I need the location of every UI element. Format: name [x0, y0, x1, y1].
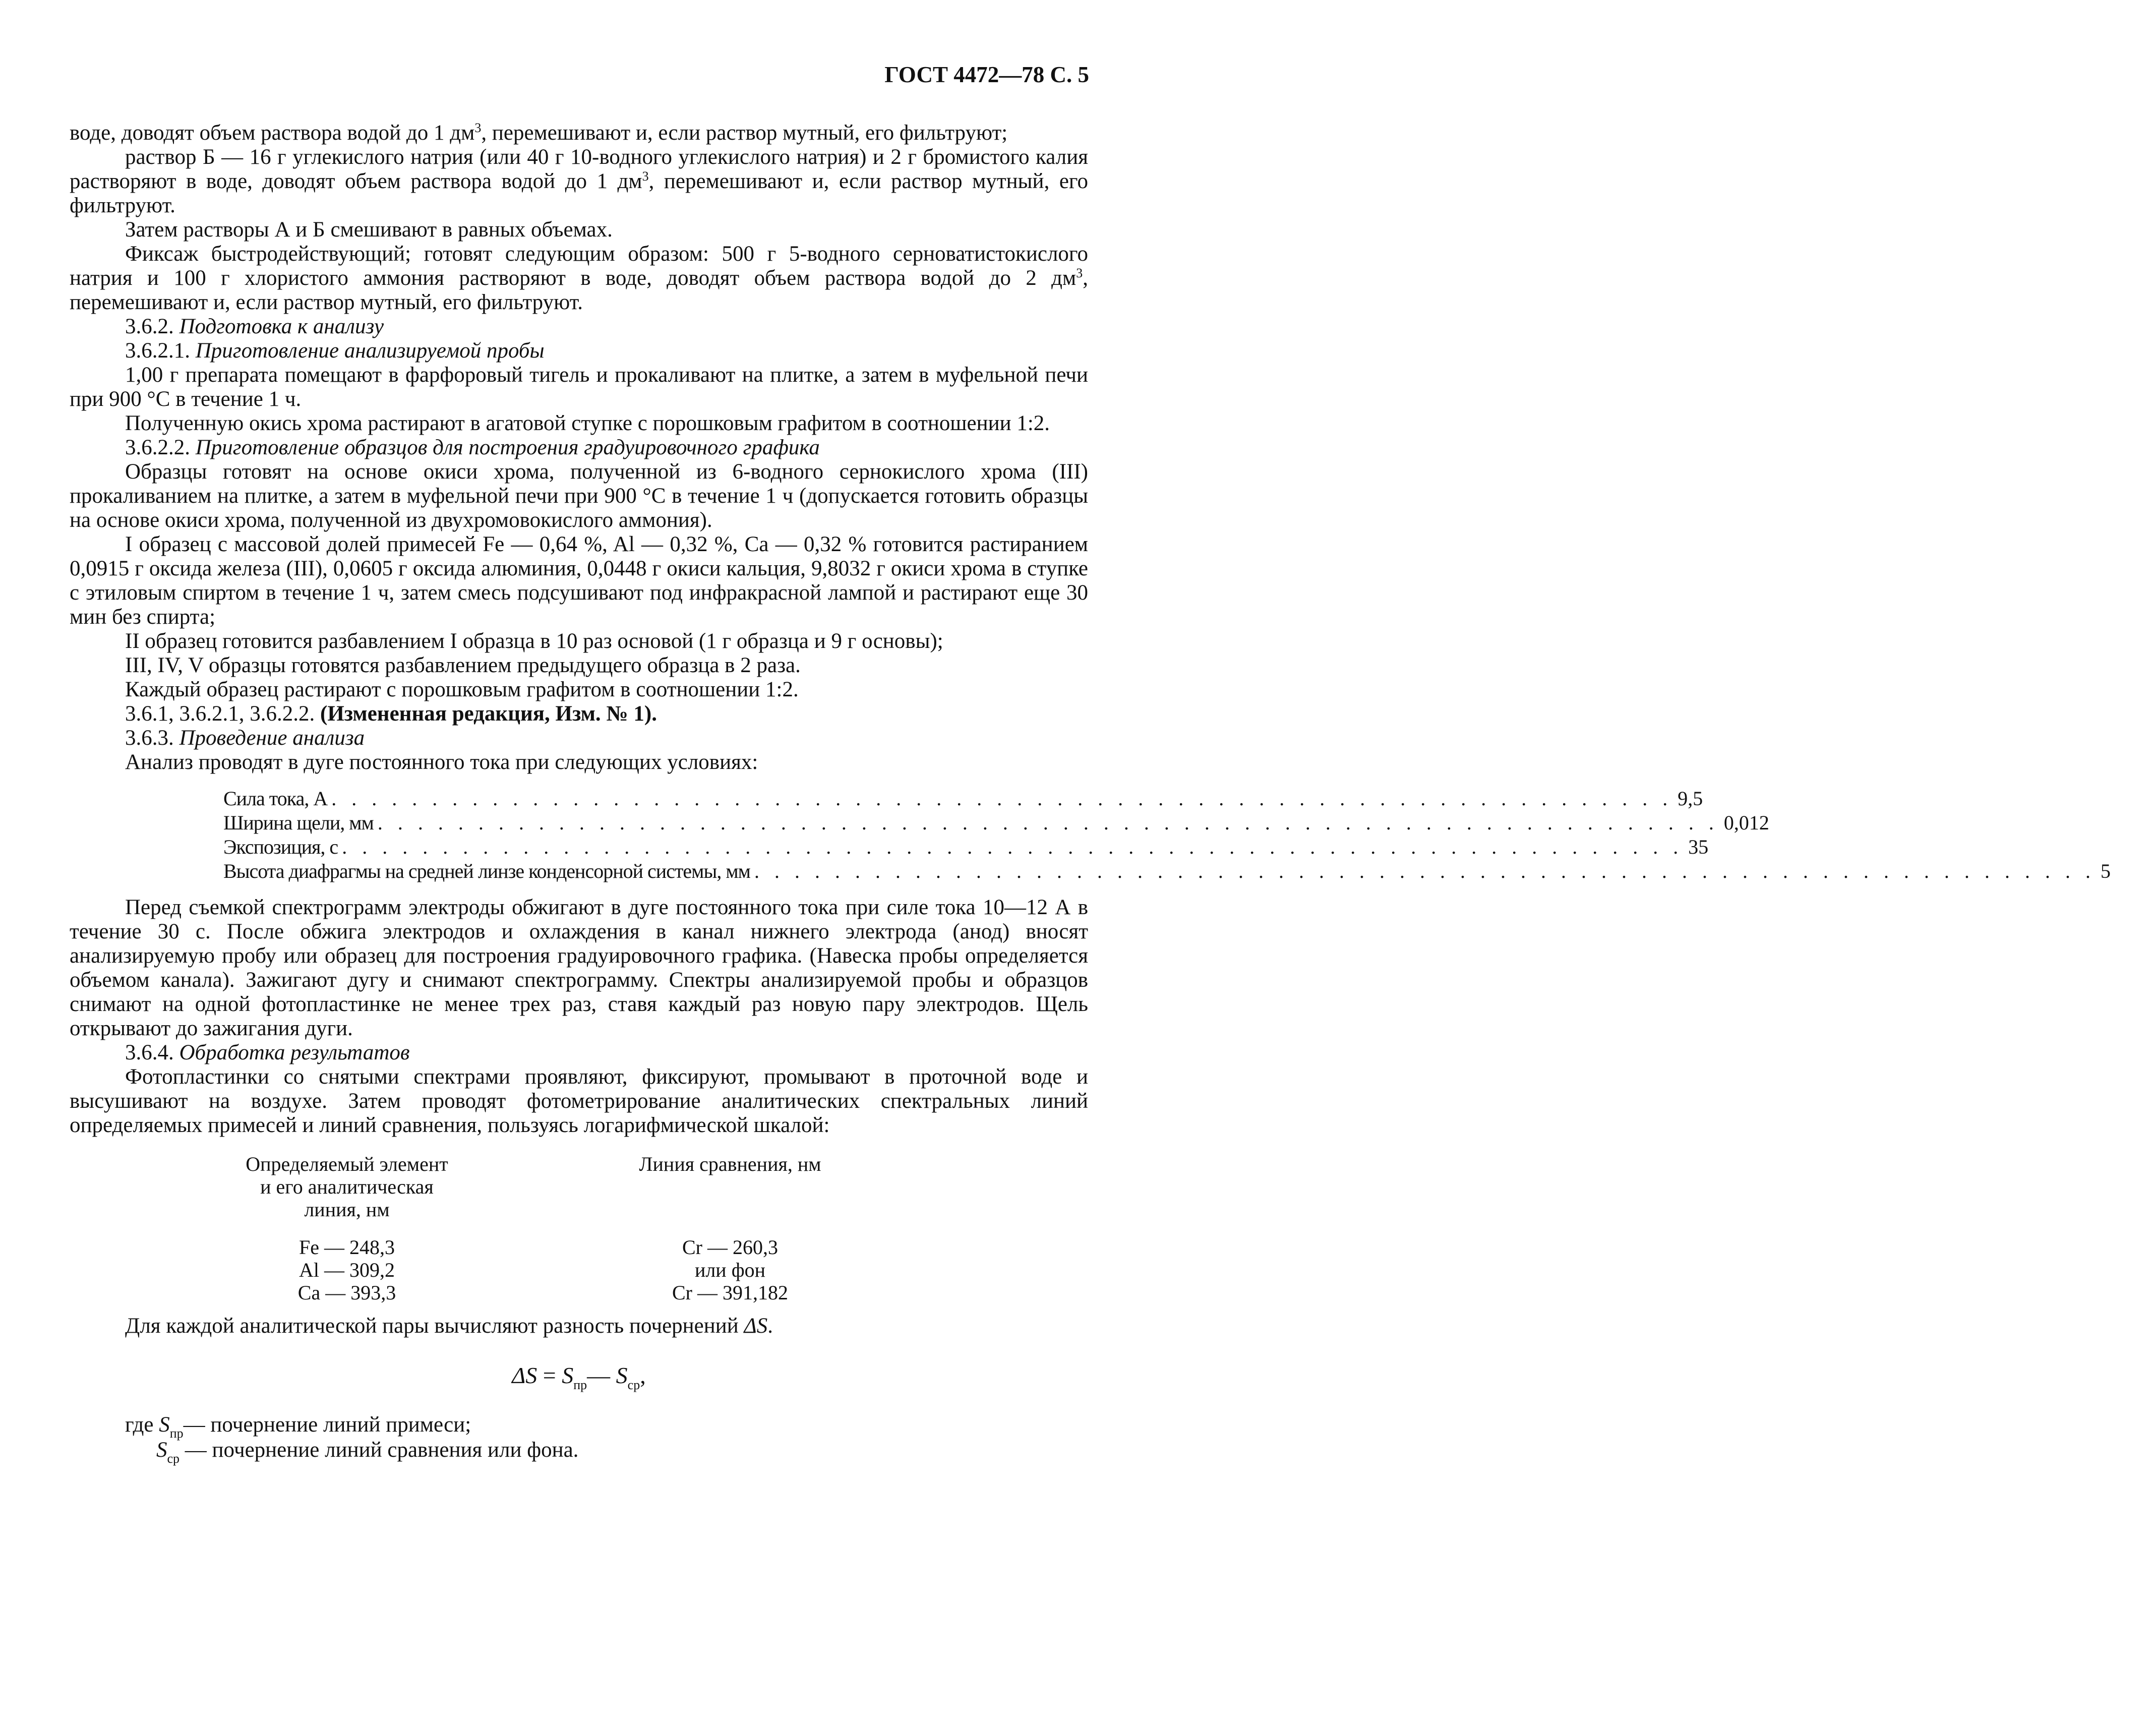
condition-value: 9,5 [1678, 787, 1703, 810]
column-header-comparison: Линия сравнения, нм [639, 1153, 821, 1175]
table-cell: Cr — 391,182 [672, 1281, 788, 1304]
section-heading: 3.6.2.2. Приготовление образцов для построения градуировочного графика [125, 436, 820, 459]
condition-value: 0,012 [1723, 811, 1769, 834]
condition-row [223, 835, 1709, 859]
amendment-note: 3.6.1, 3.6.2.1, 3.6.2.2. (Измененная редакция, Изм. № 1). [125, 702, 657, 726]
paragraph: Для каждой аналитической пары вычисляют разность почернений ΔS. [125, 1314, 773, 1338]
section-heading: 3.6.4. Обработка результатов [125, 1041, 410, 1064]
conditions-table [223, 787, 2111, 883]
paragraph: Каждый образец растирают с порошковым графитом в соотношении 1:2. [125, 678, 799, 701]
condition-label: Сила тока, А [223, 787, 328, 810]
paragraph: II образец готовится разбавлением I образца в 10 раз основой (1 г образца и 9 г основы); [125, 629, 943, 653]
section-heading: 3.6.3. Проведение анализа [125, 726, 365, 750]
spectral-lines-table [70, 1153, 1088, 1304]
condition-row [223, 811, 1769, 835]
legend-line: где $S_{пр}—$ почернение линий примеси; [125, 1413, 471, 1441]
comparison-lines-column [604, 1236, 856, 1304]
paragraph: Фотопластинки со снятыми спектрами проявляют, фиксируют, промывают в проточной воде и высушивают на воздухе. Затем проводят фотометрирование аналитических спектральных линий определяемых примесей и линий сравнения, пользуясь логарифмической шкалой: [70, 1065, 1088, 1137]
leader-dots: . . . . . . . . . . . . . . . . . . . . . . . . . . . . . . . . . . . . . . . . . . . . . . . . . . . . . . . . . . . . . . . . . . . [377, 811, 1719, 834]
paragraph: III, IV, V образцы готовятся разбавлением предыдущего образца в 2 раза. [125, 653, 801, 677]
condition-value: 35 [1688, 836, 1709, 858]
condition-label: Ширина щели, мм [223, 811, 374, 834]
table-cell: Ca — 393,3 [297, 1281, 396, 1304]
table-cell: или фон [694, 1259, 766, 1281]
condition-value: 5 [2101, 860, 2111, 882]
table-body [70, 1236, 1088, 1304]
paragraph: Перед съемкой спектрограмм электроды обжигают в дуге постоянного тока при силе тока 10—12 А в течение 30 с. После обжига электродов и охлаждения в канал нижнего электрода (анод) вносят анализируемую пробу или образец для построения градуировочного графика. (Навеска пробы определяется объемом канала). Зажигают дугу и снимают спектрограмму. Спектры анализируемой пробы и образцов снимают на одной фотопластинке не менее трех раз, ставя каждый раз новую пару электродов. Щель открывают до зажигания дуги. [70, 896, 1088, 1040]
paragraph: раствор Б — 16 г углекислого натрия (или 40 г 10-водного углекислого натрия) и 2 г бромистого калия растворяют в воде, доводят объем раствора водой до 1 $дм^3$, перемешивают и, если раствор мутный, его фильтруют. [70, 145, 1088, 217]
paragraph: Полученную окись хрома растирают в агатовой ступке с порошковым графитом в соотношении 1:2. [125, 411, 1050, 435]
paragraph: Образцы готовят на основе окиси хрома, полученной из 6-водного сернокислого хрома (III) прокаливанием на плитке, а затем в муфельной печи при 900 °С в течение 1 ч (допускается готовить образцы на основе окиси хрома, полученной из двухромовокислого аммония). [70, 460, 1088, 532]
paragraph: 1,00 г препарата помещают в фарфоровый тигель и прокаливают на плитке, а затем в муфельной печи при 900 °С в течение 1 ч. [70, 363, 1088, 411]
column-header-element: Определяемый элемент и его аналитическая линия, нм [246, 1153, 448, 1221]
section-heading: 3.6.2. Подготовка к анализу [125, 315, 384, 338]
page-header: ГОСТ 4472—78 С. 5 [884, 62, 1089, 87]
condition-row [223, 787, 1703, 811]
element-lines-column [221, 1236, 473, 1304]
formula-legend [125, 1413, 1088, 1466]
leader-dots: . . . . . . . . . . . . . . . . . . . . . . . . . . . . . . . . . . . . . . . . . . . . . . . . . . . . . . . . . . . . . . . . . . . [331, 787, 1673, 810]
paragraph: Фиксаж быстродействующий; готовят следующим образом: 500 г 5-водного серноватистокислого натрия и 100 г хлористого аммония растворяют в воде, доводят объем раствора водой до 2 $дм^3$, перемешивают и, если раствор мутный, его фильтруют. [70, 242, 1088, 314]
legend-line: $S_{ср}$ — почернение линий сравнения или фона. [156, 1438, 579, 1466]
table-header [70, 1153, 1088, 1221]
table-cell: Fe — 248,3 [299, 1236, 395, 1259]
condition-label: Экспозиция, с [223, 836, 338, 858]
paragraph: воде, доводят объем раствора водой до 1 $дм^3$, перемешивают и, если раствор мутный, его фильтруют; [70, 121, 1008, 145]
section-heading: 3.6.2.1. Приготовление анализируемой пробы [125, 339, 545, 363]
paragraph: Затем растворы А и Б смешивают в равных объемах. [125, 218, 613, 242]
leader-dots: . . . . . . . . . . . . . . . . . . . . . . . . . . . . . . . . . . . . . . . . . . . . . . . . . . . . . . . . . . . . . . . . . . . [754, 860, 2095, 882]
leader-dots: . . . . . . . . . . . . . . . . . . . . . . . . . . . . . . . . . . . . . . . . . . . . . . . . . . . . . . . . . . . . . . . . . . . [342, 836, 1684, 858]
document-body [70, 121, 2111, 1466]
table-cell: Al — 309,2 [299, 1259, 395, 1281]
condition-row [223, 859, 2111, 883]
formula: $\Delta S = S_{пр}—$ $S_{ср}$, [512, 1362, 646, 1392]
condition-label: Высота диафрагмы на средней линзе конденсорной системы, мм [223, 860, 750, 882]
table-cell: Cr — 260,3 [682, 1236, 778, 1259]
paragraph: I образец с массовой долей примесей Fe — 0,64 %, Al — 0,32 %, Ca — 0,32 % готовится растиранием 0,0915 г оксида железа (III), 0,0605 г оксида алюминия, 0,0448 г окиси кальция, 9,8032 г окиси хрома в ступке с этиловым спиртом в течение 1 ч, затем смесь подсушивают под инфракрасной лампой и растирают еще 30 мин без спирта; [70, 532, 1088, 629]
paragraph: Анализ проводят в дуге постоянного тока при следующих условиях: [125, 750, 758, 774]
